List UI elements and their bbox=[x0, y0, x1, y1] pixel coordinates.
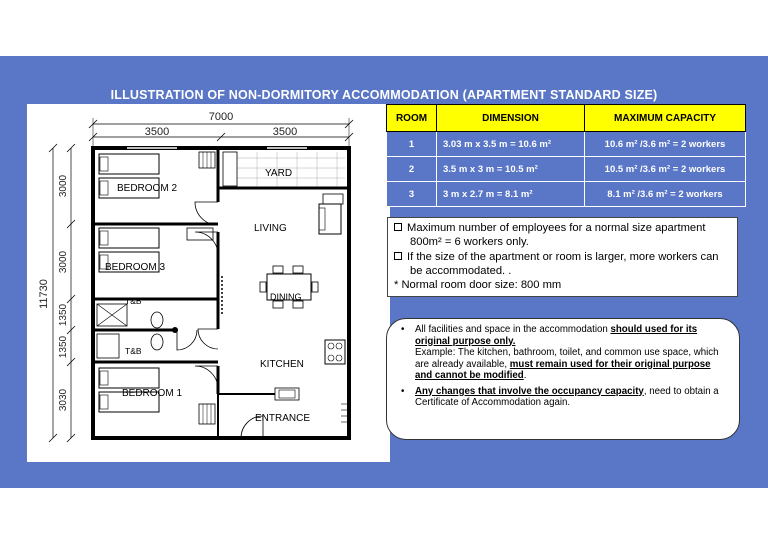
cell-dimension: 3 m x 2.7 m = 8.1 m² bbox=[437, 182, 585, 207]
room-label-bedroom-1: BEDROOM 1 bbox=[122, 388, 183, 399]
rule-emphasis: must remain used for their original purpose and cannot be modified bbox=[415, 358, 711, 381]
rule-text: , need to obtain a Certificate of Accommodation again. bbox=[415, 385, 719, 408]
dim-segment: 3000 bbox=[58, 250, 69, 274]
dim-segment: 1350 bbox=[58, 303, 69, 327]
header-room: ROOM bbox=[387, 105, 437, 132]
dim-segment: 3000 bbox=[58, 174, 69, 198]
bullet-icon: • bbox=[401, 385, 405, 397]
slide-title: ILLUSTRATION OF NON-DORMITORY ACCOMMODATION (APARTMENT STANDARD SIZE) bbox=[110, 88, 658, 102]
rule-emphasis: should used for its original purpose only. bbox=[415, 324, 698, 347]
table-row bbox=[387, 157, 746, 182]
room-label-tb-lower: T&B bbox=[125, 346, 142, 356]
floor-plan bbox=[27, 104, 390, 462]
cell-capacity: 10.5 m² /3.6 m² = 2 workers bbox=[585, 157, 746, 182]
rule-item bbox=[399, 324, 729, 382]
dim-total-height: 11730 bbox=[38, 279, 50, 309]
cell-room: 1 bbox=[387, 132, 437, 157]
table-row bbox=[387, 132, 746, 157]
table-row bbox=[387, 182, 746, 207]
room-label-bedroom-3: BEDROOM 3 bbox=[105, 262, 166, 273]
door-size-note: * Normal room door size: 800 mm bbox=[394, 279, 562, 292]
rule-text: . bbox=[523, 370, 527, 381]
checkbox-bullet-icon bbox=[394, 252, 402, 260]
checkbox-bullet-icon bbox=[394, 223, 402, 231]
room-label-kitchen: KITCHEN bbox=[260, 359, 304, 370]
room-label-yard: YARD bbox=[265, 168, 293, 179]
cell-capacity: 8.1 m² /3.6 m² = 2 workers bbox=[585, 182, 746, 207]
capacity-table bbox=[386, 104, 746, 207]
cell-capacity: 10.6 m² /3.6 m² = 2 workers bbox=[585, 132, 746, 157]
notes-box bbox=[387, 217, 738, 297]
note-item bbox=[394, 250, 731, 279]
header-capacity: MAXIMUM CAPACITY bbox=[585, 105, 746, 132]
dim-segment: 3030 bbox=[58, 388, 69, 412]
dim-segment: 1350 bbox=[58, 335, 69, 359]
note-text: Maximum number of employees for a normal size apartment 800m² = 6 workers only. bbox=[407, 222, 706, 249]
note-item bbox=[394, 221, 731, 250]
floor-plan-drawing bbox=[27, 104, 390, 462]
rule-example: Example: The kitchen, bathroom, toilet, and common use space, which are already available, bbox=[415, 347, 719, 370]
room-label-tb-upper: T&B bbox=[125, 296, 142, 306]
rules-box bbox=[386, 318, 740, 440]
room-label-entrance: ENTRANCE bbox=[255, 413, 311, 424]
room-label-dining: DINING bbox=[270, 292, 302, 302]
table-header-row bbox=[387, 105, 746, 132]
dim-right-width: 3500 bbox=[272, 126, 298, 138]
header-dimension: DIMENSION bbox=[437, 105, 585, 132]
cell-room: 3 bbox=[387, 182, 437, 207]
dim-total-width: 7000 bbox=[208, 111, 234, 123]
rule-emphasis: Any changes that involve the occupancy capacity bbox=[415, 385, 644, 397]
note-text: If the size of the apartment or room is larger, more workers can be accommodated. . bbox=[407, 250, 719, 277]
room-label-bedroom-2: BEDROOM 2 bbox=[117, 183, 178, 194]
rule-item bbox=[399, 386, 729, 409]
cell-dimension: 3.5 m x 3 m = 10.5 m² bbox=[437, 157, 585, 182]
cell-dimension: 3.03 m x 3.5 m = 10.6 m² bbox=[437, 132, 585, 157]
bullet-icon: • bbox=[401, 324, 405, 335]
dim-left-width: 3500 bbox=[144, 126, 170, 138]
rule-text: All facilities and space in the accommodation bbox=[415, 324, 611, 335]
room-label-living: LIVING bbox=[254, 223, 287, 234]
cell-room: 2 bbox=[387, 157, 437, 182]
